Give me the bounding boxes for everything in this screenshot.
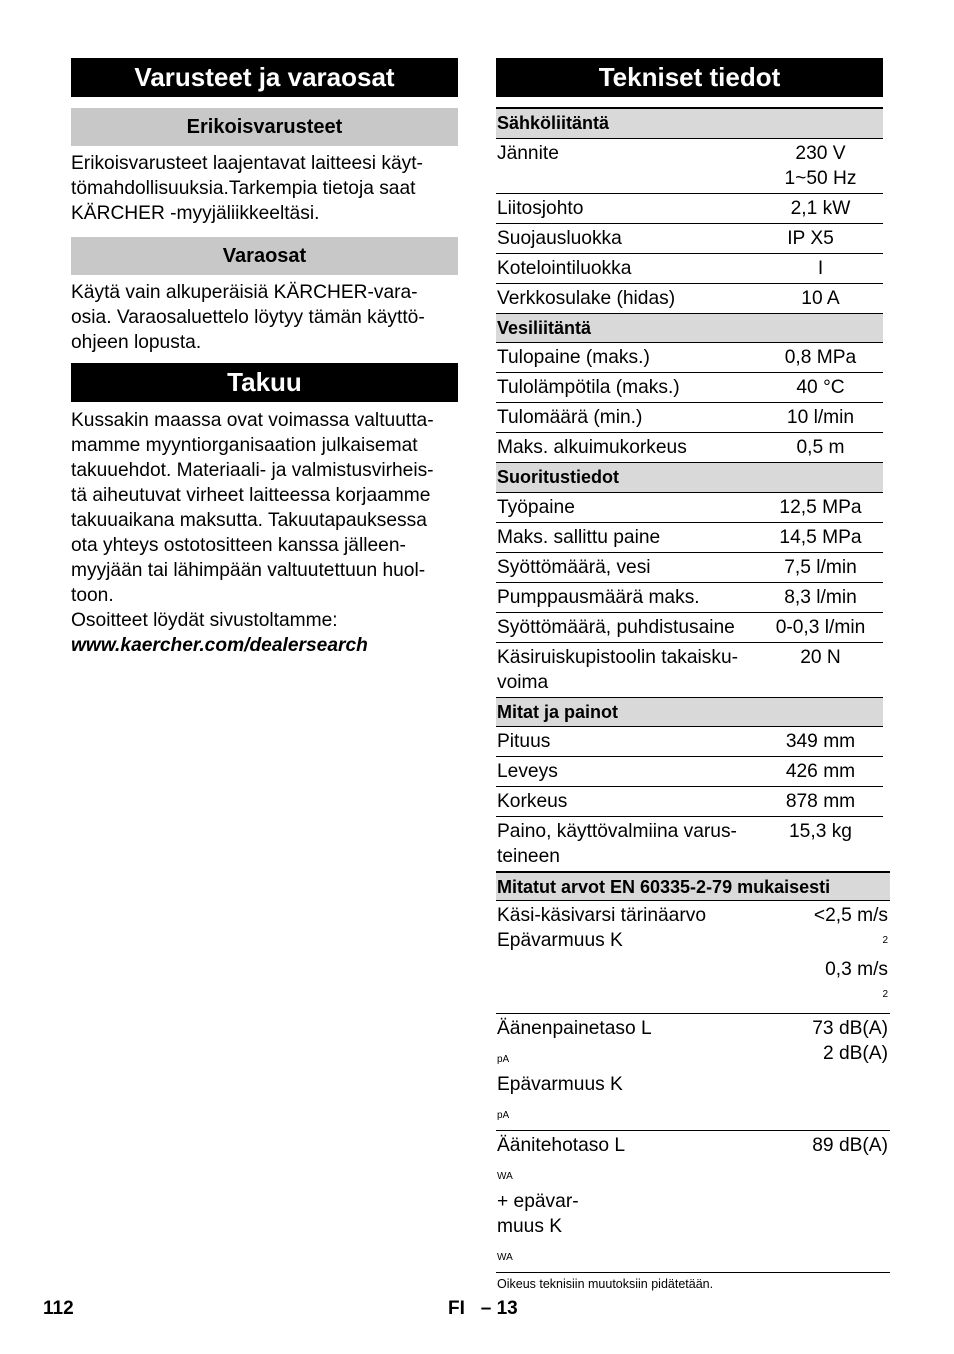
table-row bbox=[496, 727, 883, 757]
row-value: 15,3 kg bbox=[789, 821, 852, 842]
row-value: 7,5 l/min bbox=[784, 556, 857, 578]
section-performance: Suoritustiedot bbox=[496, 463, 883, 493]
row-value: I bbox=[817, 257, 824, 279]
table-row bbox=[496, 254, 883, 284]
row-value: 230 V 1~50 Hz bbox=[784, 142, 857, 189]
table-row bbox=[496, 787, 883, 817]
row-label: Maks. alkuimukorkeus bbox=[497, 437, 687, 458]
heading-warranty: Takuu bbox=[71, 363, 458, 402]
row-label: Liitosjohto bbox=[497, 197, 584, 219]
row-value: IP X5 bbox=[787, 227, 834, 249]
row-value: 14,5 MPa bbox=[779, 526, 862, 548]
row-value: 40 °C bbox=[796, 377, 845, 398]
section-electrical: Sähköliitäntä bbox=[496, 109, 883, 139]
text-line: takuuehdot. Materiaali- ja valmistusvirheis- bbox=[71, 460, 434, 481]
row-label: Leveys bbox=[497, 761, 558, 782]
row-value: 10 l/min bbox=[786, 407, 855, 428]
row-value: 349 mm bbox=[785, 731, 856, 752]
text-line: ohjeen lopusta. bbox=[71, 332, 202, 353]
row-label: Kotelointiluokka bbox=[497, 257, 632, 279]
row-value: 878 mm bbox=[785, 791, 856, 812]
text-line: mamme myyntiorganisaation julkaisemat bbox=[71, 435, 418, 456]
row-value: 0-0,3 l/min bbox=[775, 616, 866, 638]
row-label: Työpaine bbox=[497, 496, 575, 518]
row-label: Äänitehotaso L $_{WA}$ + epävar- muus K $_{WA}$ bbox=[497, 1134, 626, 1263]
subheading-spare-parts: Varaosat bbox=[71, 237, 458, 275]
text-line: tä aiheutuvat virheet laitteessa korjaamme bbox=[71, 485, 431, 506]
table-row bbox=[496, 1014, 890, 1131]
row-label: Jännite bbox=[497, 142, 559, 164]
row-label: Syöttömäärä, puhdistusaine bbox=[497, 616, 735, 638]
row-label: Tulolämpötila (maks.) bbox=[497, 377, 680, 398]
row-value: <2,5 m/s $^2$ 0,3 m/s $^2$ bbox=[813, 904, 888, 1000]
row-label: Tulopaine (maks.) bbox=[497, 347, 650, 368]
left-column bbox=[71, 58, 458, 666]
text-line: takuuaikana maksutta. Takuutapauksessa bbox=[71, 510, 427, 531]
table-row bbox=[496, 373, 883, 403]
row-value: 73 dB(A) 2 dB(A) bbox=[812, 1017, 888, 1064]
spare-parts-text bbox=[71, 280, 458, 355]
row-label: Pituus bbox=[497, 731, 551, 752]
row-value: 8,3 l/min bbox=[784, 586, 857, 608]
row-value: 426 mm bbox=[785, 761, 856, 782]
table-row bbox=[496, 194, 883, 224]
text-line: tömahdollisuuksia.Tarkempia tietoja saat bbox=[71, 178, 416, 199]
table-row bbox=[496, 553, 883, 583]
text-line: ota yhteys ostotositteen kanssa jälleen- bbox=[71, 535, 406, 556]
text-line: osia. Varaosaluettelo löytyy tämän käyttö- bbox=[71, 307, 425, 328]
row-value: 10 A bbox=[801, 287, 840, 309]
table-row bbox=[496, 817, 883, 871]
row-label: Äänenpainetaso L $_{pA}$ Epävarmuus K $_{pA}$ bbox=[497, 1017, 652, 1121]
text-line: myyjään tai lähimpään valtuutettuun huol- bbox=[71, 560, 426, 581]
row-label: Tulomäärä (min.) bbox=[497, 407, 643, 428]
warranty-text bbox=[71, 408, 458, 658]
row-value: 2,1 kW bbox=[790, 197, 851, 219]
technical-data-table bbox=[496, 107, 888, 1273]
table-row bbox=[496, 433, 883, 463]
heading-accessories: Varusteet ja varaosat bbox=[71, 58, 458, 97]
row-label: Syöttömäärä, vesi bbox=[497, 556, 651, 578]
row-label: Verkkosulake (hidas) bbox=[497, 287, 676, 309]
heading-technical-data: Tekniset tiedot bbox=[496, 58, 883, 97]
section-dimensions: Mitat ja painot bbox=[496, 698, 883, 728]
page-number: 112 bbox=[43, 1298, 74, 1319]
subheading-special-accessories: Erikoisvarusteet bbox=[71, 108, 458, 146]
table-row bbox=[496, 403, 883, 433]
dealer-search-link[interactable]: www.kaercher.com/dealersearch bbox=[71, 635, 368, 656]
text-line: KÄRCHER -myyjäliikkeeltäsi. bbox=[71, 203, 320, 224]
row-value: 20 N bbox=[800, 646, 841, 668]
table-row bbox=[496, 523, 883, 553]
row-label: Maks. sallittu paine bbox=[497, 526, 661, 548]
row-value: 12,5 MPa bbox=[779, 496, 862, 518]
row-value: 0,8 MPa bbox=[784, 347, 857, 368]
table-row bbox=[496, 583, 883, 613]
special-accessories-text bbox=[71, 151, 458, 226]
table-row bbox=[496, 224, 883, 254]
text-line: Käytä vain alkuperäisiä KÄRCHER-vara- bbox=[71, 282, 418, 303]
row-value: 0,5 m bbox=[796, 437, 845, 458]
text-line: Erikoisvarusteet laajentavat laitteesi käyt- bbox=[71, 153, 423, 174]
row-label: Paino, käyttövalmiina varus- teineen bbox=[497, 821, 737, 867]
row-label: Pumppausmäärä maks. bbox=[497, 586, 700, 608]
section-water: Vesiliitäntä bbox=[496, 314, 883, 344]
text-line: Osoitteet löydät sivustoltamme: bbox=[71, 610, 338, 631]
language-page-label: FI – 13 bbox=[448, 1298, 518, 1319]
section-measured-values: Mitatut arvot EN 60335-2-79 mukaisesti bbox=[496, 871, 890, 901]
right-column bbox=[496, 58, 888, 1291]
table-row bbox=[496, 493, 883, 523]
row-value: 89 dB(A) bbox=[812, 1134, 888, 1156]
footnote: Oikeus teknisiin muutoksiin pidätetään. bbox=[497, 1276, 714, 1291]
text-line: toon. bbox=[71, 585, 114, 606]
table-row bbox=[496, 139, 883, 194]
row-label: Korkeus bbox=[497, 791, 568, 812]
row-label: Käsiruiskupistoolin takaisku- voima bbox=[497, 646, 739, 693]
table-row bbox=[496, 901, 890, 1014]
row-label: Käsi-käsivarsi tärinäarvo Epävarmuus K bbox=[497, 904, 707, 951]
table-row bbox=[496, 1131, 890, 1273]
table-row bbox=[496, 343, 883, 373]
table-row bbox=[496, 757, 883, 787]
text-line: Kussakin maassa ovat voimassa valtuutta- bbox=[71, 410, 434, 431]
table-row bbox=[496, 643, 883, 698]
table-row bbox=[496, 613, 883, 643]
row-label: Suojausluokka bbox=[497, 227, 622, 249]
table-row bbox=[496, 284, 883, 314]
